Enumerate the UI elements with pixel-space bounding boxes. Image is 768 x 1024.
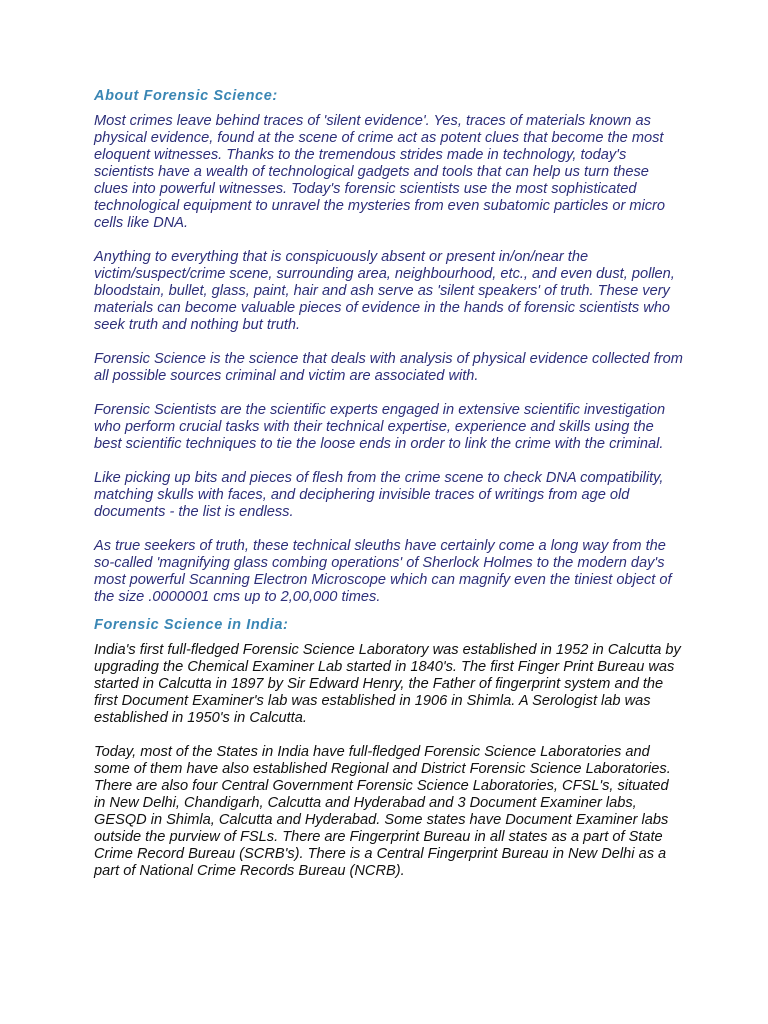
section-heading-about: About Forensic Science: — [94, 88, 278, 104]
paragraph-forensic-scientists: Forensic Scientists are the scientific experts engaged in extensive scientific investigation who perform crucial tasks with their technical expertise, experience and skills using the best scientific techniques to tie the loose ends in order to link the crime with the criminal. — [94, 402, 666, 452]
section-heading-india: Forensic Science in India: — [94, 617, 289, 633]
paragraph-seekers-of-truth: As true seekers of truth, these technical sleuths have certainly come a long way from the so-called 'magnifying glass combing operations' of Sherlock Holmes to the modern day's most powerful Scanning Electron Microscope which can magnify even the tiniest object of the size .0000001 cms up to 2,00,000 times. — [94, 538, 672, 605]
paragraph-india-today: Today, most of the States in India have full-fledged Forensic Science Laboratories and some of them have also established Regional and District Forensic Science Laboratories. There are also four Central Government Forensic Science Laboratories, CFSL's, situated in New Delhi, Chandigarh, Calcutta and Hyderabad and 3 Document Examiner labs, GESQD in Shimla, Calcutta and Hyderabad. Some states have Document Examiner labs outside the purview of FSLs. There are Fingerprint Bureau in all states as a part of State Crime Record Bureau (SCRB's). There is a Central Fingerprint Bureau in New Delhi as a part of National Crime Records Bureau (NCRB). — [94, 744, 671, 879]
paragraph-definition: Forensic Science is the science that deals with analysis of physical evidence collected from all possible sources criminal and victim are associated with. — [94, 351, 683, 384]
paragraph-silent-speakers: Anything to everything that is conspicuously absent or present in/on/near the victim/suspect/crime scene, surrounding area, neighbourhood, etc., and even dust, pollen, bloodstain, bullet, glass, paint, hair and ash serve as 'silent speakers' of truth. These very materials can become valuable pieces of evidence in the hands of forensic scientists who seek truth and nothing but truth. — [94, 249, 675, 333]
paragraph-silent-evidence: Most crimes leave behind traces of 'silent evidence'. Yes, traces of materials known as physical evidence, found at the scene of crime act as potent clues that become the most eloquent witnesses. Thanks to the tremendous strides made in technology, today's scientists have a wealth of technological gadgets and tools that can help us turn these clues into powerful witnesses. Today's forensic scientists use the most sophisticated technological equipment to unravel the mysteries from even subatomic particles or micro cells like DNA. — [94, 113, 666, 231]
paragraph-examples: Like picking up bits and pieces of flesh from the crime scene to check DNA compatibility, matching skulls with faces, and deciphering invisible traces of writings from age old documents - the list is endless. — [94, 470, 664, 520]
paragraph-india-history: India's first full-fledged Forensic Science Laboratory was established in 1952 in Calcutta by upgrading the Chemical Examiner Lab started in 1840's. The first Finger Print Bureau was started in Calcutta in 1897 by Sir Edward Henry, the Father of fingerprint system and the first Document Examiner's lab was established in 1906 in Shimla. A Serologist lab was established in 1950's in Calcutta. — [94, 642, 681, 726]
document-page — [94, 87, 684, 880]
